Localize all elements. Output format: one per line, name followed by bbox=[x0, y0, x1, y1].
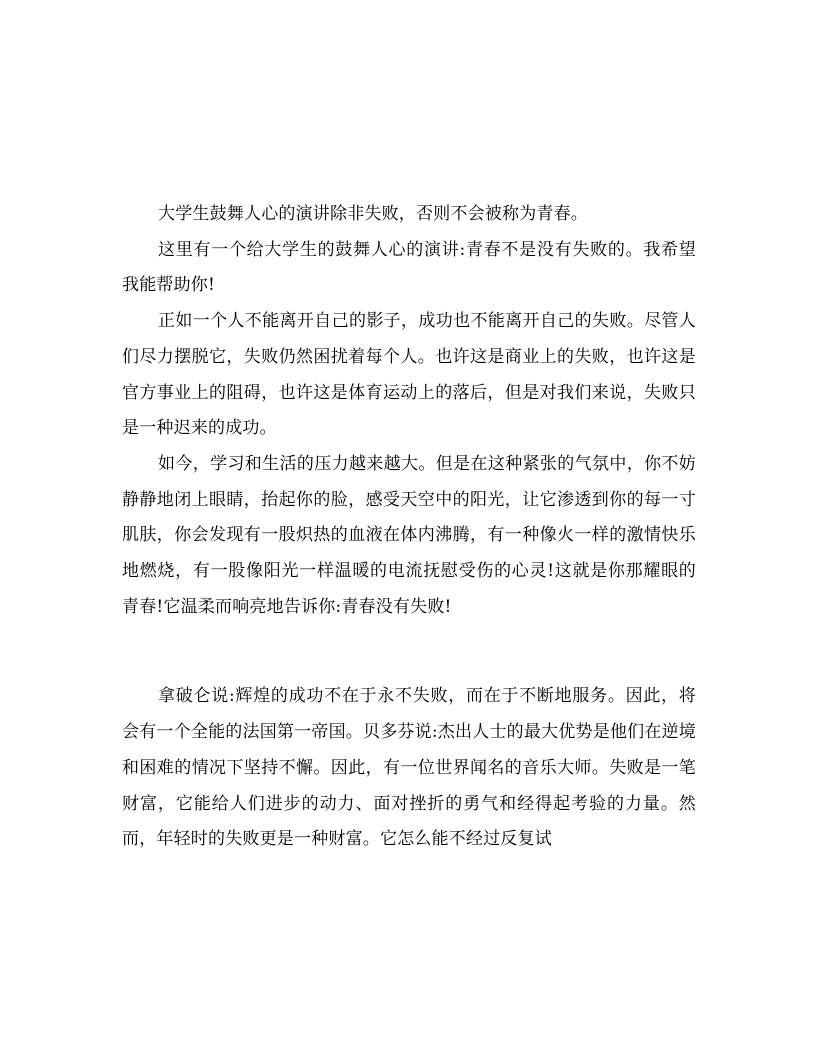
paragraph-intro: 这里有一个给大学生的鼓舞人心的演讲:青春不是没有失败的。我希望我能帮助你! bbox=[122, 239, 696, 296]
document-body bbox=[122, 197, 696, 858]
paragraph-gap bbox=[122, 625, 696, 679]
paragraph-napoleon: 拿破仑说:辉煌的成功不在于永不失败，而在于不断地服务。因此，将会有一个全能的法国第一帝国。贝多芬说:杰出人士的最大优势是他们在逆境和困难的情况下坚持不懈。因此，有一位世界闻名的音乐大师。失败是一笔财富，它能给人们进步的动力、面对挫折的勇气和经得起考验的力量。然而，年轻时的失败更是一种财富。它怎么能不经过反复试 bbox=[122, 686, 696, 850]
paragraph-shadow: 正如一个人不能离开自己的影子，成功也不能离开自己的失败。尽管人们尽力摆脱它，失败仍然困扰着每个人。也许这是商业上的失败，也许这是官方事业上的阻碍，也许这是体育运动上的落后，但是对我们来说，失败只是一种迟来的成功。 bbox=[122, 311, 696, 439]
paragraph-youth: 如今，学习和生活的压力越来越大。但是在这种紧张的气氛中，你不妨静静地闭上眼睛，抬起你的脸，感受天空中的阳光，让它渗透到你的每一寸肌肤，你会发现有一股炽热的血液在体内沸腾，有一种像火一样的激情快乐地燃烧，有一股像阳光一样温暖的电流抚慰受伤的心灵!这就是你那耀眼的青春!它温柔而响亮地告诉你:青春没有失败! bbox=[122, 453, 696, 617]
paragraph-title: 大学生鼓舞人心的演讲除非失败，否则不会被称为青春。 bbox=[158, 204, 588, 224]
